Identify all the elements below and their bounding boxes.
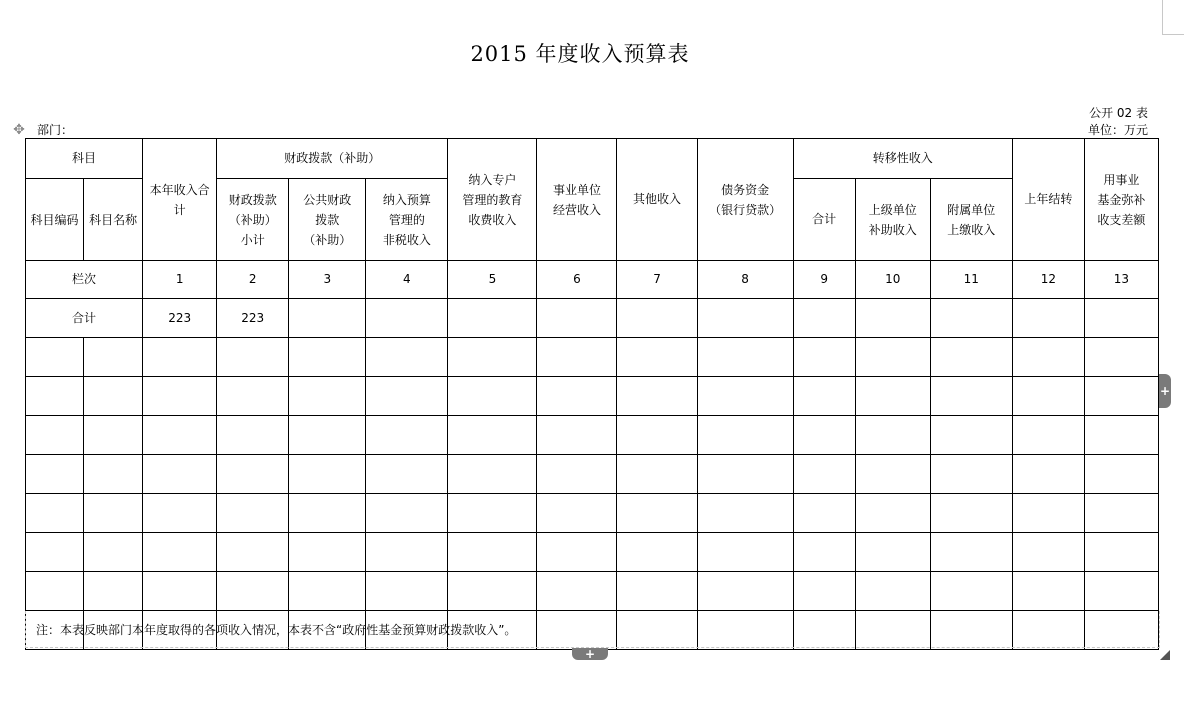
- table-cell[interactable]: [855, 338, 930, 377]
- table-cell[interactable]: [84, 494, 143, 533]
- table-cell[interactable]: [1084, 455, 1158, 494]
- table-cell[interactable]: [1012, 533, 1084, 572]
- header-public-fiscal: 公共财政 拨款 （补助）: [289, 179, 366, 261]
- table-cell[interactable]: [217, 338, 289, 377]
- table-cell[interactable]: [697, 494, 793, 533]
- table-cell[interactable]: [617, 572, 697, 611]
- column-number-label: 栏次: [26, 261, 143, 299]
- table-row: [26, 416, 1159, 455]
- table-cell[interactable]: [84, 338, 143, 377]
- table-note: 注：本表反映部门本年度取得的各项收入情况，本表不含“政府性基金预算财政拨款收入”。: [36, 623, 517, 637]
- table-cell[interactable]: [289, 533, 366, 572]
- table-cell[interactable]: [793, 455, 855, 494]
- total-cell[interactable]: [1084, 299, 1158, 338]
- table-cell[interactable]: [537, 572, 617, 611]
- table-cell[interactable]: [697, 338, 793, 377]
- column-number: 7: [617, 261, 697, 299]
- header-fund: 用事业 基金弥补 收支差额: [1084, 139, 1158, 261]
- table-cell[interactable]: [697, 533, 793, 572]
- column-number: 9: [793, 261, 855, 299]
- header-subject-code: 科目编码: [26, 179, 84, 261]
- table-cell[interactable]: [366, 455, 448, 494]
- page-corner-mark: [1162, 0, 1184, 35]
- column-number: 8: [697, 261, 793, 299]
- table-cell[interactable]: [143, 455, 217, 494]
- total-cell[interactable]: [697, 299, 793, 338]
- column-number: 1: [143, 261, 217, 299]
- table-cell[interactable]: [930, 455, 1012, 494]
- table-cell[interactable]: [697, 455, 793, 494]
- header-superior: 上级单位 补助收入: [855, 179, 930, 261]
- table-resize-handle-icon[interactable]: [1160, 650, 1170, 660]
- column-number: 6: [537, 261, 617, 299]
- table-cell[interactable]: [143, 533, 217, 572]
- table-cell[interactable]: [855, 572, 930, 611]
- header-business: 事业单位 经营收入: [537, 139, 617, 261]
- table-cell[interactable]: [930, 377, 1012, 416]
- total-cell[interactable]: 223: [217, 299, 289, 338]
- table-row: [26, 494, 1159, 533]
- table-cell[interactable]: [855, 416, 930, 455]
- header-transfer-total: 合计: [793, 179, 855, 261]
- table-cell[interactable]: [26, 416, 84, 455]
- table-cell[interactable]: [217, 377, 289, 416]
- table-cell[interactable]: [366, 338, 448, 377]
- table-cell[interactable]: [930, 416, 1012, 455]
- header-carryover: 上年结转: [1012, 139, 1084, 261]
- table-cell[interactable]: [366, 572, 448, 611]
- table-move-handle-icon[interactable]: ✥: [13, 122, 25, 138]
- column-number: 12: [1012, 261, 1084, 299]
- table-cell[interactable]: [26, 377, 84, 416]
- table-cell[interactable]: [855, 455, 930, 494]
- table-cell[interactable]: [289, 572, 366, 611]
- table-cell[interactable]: [930, 494, 1012, 533]
- unit-label: 单位：万元: [1087, 123, 1148, 137]
- header-nontax: 纳入预算 管理的 非税收入: [366, 179, 448, 261]
- table-cell[interactable]: [289, 455, 366, 494]
- column-number: 2: [217, 261, 289, 299]
- table-cell[interactable]: [448, 572, 537, 611]
- header-affiliated: 附属单位 上缴收入: [930, 179, 1012, 261]
- table-cell[interactable]: [855, 494, 930, 533]
- table-cell[interactable]: [617, 494, 697, 533]
- table-cell[interactable]: [217, 533, 289, 572]
- table-row: [26, 572, 1159, 611]
- table-cell[interactable]: [84, 377, 143, 416]
- table-cell[interactable]: [537, 455, 617, 494]
- table-cell[interactable]: [289, 338, 366, 377]
- table-cell[interactable]: [26, 338, 84, 377]
- table-cell[interactable]: [1012, 338, 1084, 377]
- add-column-button[interactable]: +: [1159, 374, 1171, 408]
- table-cell[interactable]: [26, 572, 84, 611]
- table-cell[interactable]: [617, 533, 697, 572]
- column-number: 4: [366, 261, 448, 299]
- table-cell[interactable]: [143, 338, 217, 377]
- public-table-number: 公开 02 表: [1089, 106, 1148, 120]
- table-cell[interactable]: [1084, 338, 1158, 377]
- table-cell[interactable]: [1012, 377, 1084, 416]
- header-other: 其他收入: [617, 139, 697, 261]
- table-cell[interactable]: [1012, 494, 1084, 533]
- table-cell[interactable]: [143, 572, 217, 611]
- table-cell[interactable]: [793, 416, 855, 455]
- table-cell[interactable]: [366, 416, 448, 455]
- table-cell[interactable]: [217, 494, 289, 533]
- table-cell[interactable]: [697, 572, 793, 611]
- table-cell[interactable]: [448, 377, 537, 416]
- add-row-button[interactable]: +: [572, 648, 608, 660]
- table-cell[interactable]: [289, 494, 366, 533]
- table-cell[interactable]: [289, 377, 366, 416]
- total-cell[interactable]: [793, 299, 855, 338]
- table-cell[interactable]: [143, 377, 217, 416]
- table-cell[interactable]: [143, 494, 217, 533]
- table-cell[interactable]: [366, 533, 448, 572]
- table-cell[interactable]: [26, 533, 84, 572]
- table-cell[interactable]: [1012, 572, 1084, 611]
- table-cell[interactable]: [537, 338, 617, 377]
- table-cell[interactable]: [697, 416, 793, 455]
- table-cell[interactable]: [1084, 416, 1158, 455]
- table-cell[interactable]: [697, 377, 793, 416]
- table-cell[interactable]: [84, 455, 143, 494]
- table-cell[interactable]: [537, 533, 617, 572]
- table-cell[interactable]: [930, 533, 1012, 572]
- table-row: [26, 377, 1159, 416]
- total-cell[interactable]: [1012, 299, 1084, 338]
- header-fiscal-subtotal: 财政拨款 （补助） 小计: [217, 179, 289, 261]
- column-number: 10: [855, 261, 930, 299]
- table-cell[interactable]: [1084, 494, 1158, 533]
- table-cell[interactable]: [448, 338, 537, 377]
- table-cell[interactable]: [366, 377, 448, 416]
- column-number: 11: [930, 261, 1012, 299]
- table-cell[interactable]: [855, 533, 930, 572]
- table-cell[interactable]: [793, 338, 855, 377]
- table-cell[interactable]: [1084, 533, 1158, 572]
- table-cell[interactable]: [537, 416, 617, 455]
- total-cell[interactable]: [537, 299, 617, 338]
- table-cell[interactable]: [84, 533, 143, 572]
- column-number: 3: [289, 261, 366, 299]
- table-cell[interactable]: [448, 494, 537, 533]
- table-cell[interactable]: [84, 416, 143, 455]
- column-number-row: [26, 261, 1159, 299]
- note-row: [25, 611, 1160, 648]
- total-cell[interactable]: [855, 299, 930, 338]
- table-cell[interactable]: [617, 455, 697, 494]
- table-cell[interactable]: [448, 533, 537, 572]
- table-cell[interactable]: [617, 416, 697, 455]
- table-row: [26, 338, 1159, 377]
- table-cell[interactable]: [537, 494, 617, 533]
- table-cell[interactable]: [289, 416, 366, 455]
- total-cell[interactable]: [930, 299, 1012, 338]
- table-cell[interactable]: [930, 338, 1012, 377]
- column-number: 5: [448, 261, 537, 299]
- table-cell[interactable]: [537, 377, 617, 416]
- table-cell[interactable]: [793, 572, 855, 611]
- table-cell[interactable]: [617, 377, 697, 416]
- budget-table: [25, 138, 1159, 650]
- header-fiscal: 财政拨款（补助）: [217, 139, 448, 179]
- table-cell[interactable]: [1084, 377, 1158, 416]
- total-cell[interactable]: [366, 299, 448, 338]
- table-cell[interactable]: [366, 494, 448, 533]
- total-cell[interactable]: 223: [143, 299, 217, 338]
- table-cell[interactable]: [1012, 416, 1084, 455]
- table-cell[interactable]: [793, 533, 855, 572]
- table-cell[interactable]: [1012, 455, 1084, 494]
- table-cell[interactable]: [448, 416, 537, 455]
- header-debt: 债务资金 （银行贷款）: [697, 139, 793, 261]
- department-label: 部门：: [37, 123, 74, 137]
- table-cell[interactable]: [617, 338, 697, 377]
- total-row: [26, 299, 1159, 338]
- header-special-edu: 纳入专户 管理的教育 收费收入: [448, 139, 537, 261]
- table-row: [26, 455, 1159, 494]
- table-cell[interactable]: [793, 377, 855, 416]
- table-cell[interactable]: [217, 455, 289, 494]
- table-cell[interactable]: [217, 416, 289, 455]
- header-total-income: 本年收入合计: [143, 139, 217, 261]
- total-cell[interactable]: [617, 299, 697, 338]
- table-row: [26, 533, 1159, 572]
- total-cell[interactable]: [448, 299, 537, 338]
- total-label: 合计: [26, 299, 143, 338]
- table-cell[interactable]: [143, 416, 217, 455]
- table-cell[interactable]: [26, 494, 84, 533]
- total-cell[interactable]: [289, 299, 366, 338]
- table-cell[interactable]: [26, 455, 84, 494]
- table-cell[interactable]: [1084, 572, 1158, 611]
- table-cell[interactable]: [793, 494, 855, 533]
- header-subject: 科目: [26, 139, 143, 179]
- table-cell[interactable]: [84, 572, 143, 611]
- header-subject-name: 科目名称: [84, 179, 143, 261]
- page-title: 2015 年度收入预算表: [470, 42, 690, 66]
- header-transfer: 转移性收入: [793, 139, 1012, 179]
- column-number: 13: [1084, 261, 1158, 299]
- table-cell[interactable]: [217, 572, 289, 611]
- table-cell[interactable]: [855, 377, 930, 416]
- table-cell[interactable]: [930, 572, 1012, 611]
- table-cell[interactable]: [448, 455, 537, 494]
